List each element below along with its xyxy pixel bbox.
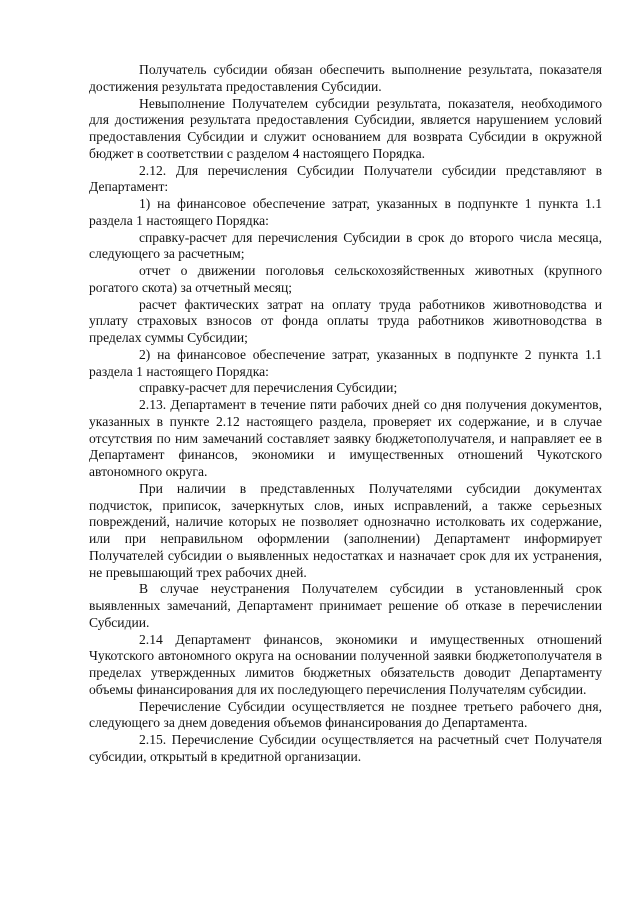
paragraph-item-2: 2) на финансовое обеспечение затрат, указанных в подпункте 2 пункта 1.1 раздела 1 настоящего Порядка: xyxy=(89,346,602,379)
paragraph-2-12: 2.12. Для перечисления Субсидии Получатели субсидии представляют в Департамент: xyxy=(89,162,602,195)
paragraph-calculation-certificate: справку-расчет для перечисления Субсидии в срок до второго числа месяца, следующего за расчетным; xyxy=(89,229,602,262)
document-page xyxy=(89,62,602,766)
paragraph-calculation-certificate-2: справку-расчет для перечисления Субсидии; xyxy=(139,380,398,396)
paragraph-nonfulfillment: Невыполнение Получателем субсидии результата, показателя, необходимого для достижения результата предоставления Субсидии, является нарушением условий предоставления Субсидии и служит основанием для возврата Субсидии в окружной бюджет в соответствии с разделом 4 настоящего Порядка. xyxy=(89,95,602,161)
paragraph-2-15: 2.15. Перечисление Субсидии осуществляется на расчетный счет Получателя субсидии, открытый в кредитной организации. xyxy=(89,732,602,764)
paragraph-livestock-report: отчет о движении поголовья сельскохозяйственных животных (крупного рогатого скота) за отчетный месяц; xyxy=(89,263,602,295)
paragraph-refusal: В случае неустранения Получателем субсидии в установленный срок выявленных замечаний, Департамент принимает решение об отказе в перечислении Субсидии. xyxy=(89,581,602,630)
paragraph-item-1: 1) на финансовое обеспечение затрат, указанных в подпункте 1 пункта 1.1 раздела 1 настоящего Порядка: xyxy=(89,196,602,228)
paragraph-labor-costs: расчет фактических затрат на оплату труда работников животноводства и уплату страховых взносов от фонда оплаты труда работников животноводства в пределах суммы Субсидии; xyxy=(89,296,602,345)
paragraph-result-obligation: Получатель субсидии обязан обеспечить выполнение результата, показателя достижения результата предоставления Субсидии. xyxy=(89,62,602,94)
paragraph-2-13: 2.13. Департамент в течение пяти рабочих дней со дня получения документов, указанных в пункте 2.12 настоящего раздела, проверяет их содержание, и в случае отсутствия по ним замечаний составляет заявку бюджетополучателя, и направляет ее в Департамент финансов, экономики и имущественных отношений Чукотского автономного округа. xyxy=(89,397,602,479)
paragraph-transfer-deadline: Перечисление Субсидии осуществляется не позднее третьего рабочего дня, следующего за днем доведения объемов финансирования до Департамента. xyxy=(89,698,602,731)
paragraph-2-14: 2.14 Департамент финансов, экономики и имущественных отношений Чукотского автономного округа на основании полученной заявки бюджетополучателя в пределах утвержденных лимитов бюджетных обязательств доводит Департаменту объемы финансирования для их последующего перечисления Получателям субсидии. xyxy=(89,631,602,697)
paragraph-defects: При наличии в представленных Получателями субсидии документах подчисток, приписок, зачеркнутых слов, иных исправлений, а также серьезных повреждений, наличие которых не позволяет однозначно истолковать их содержание, или при неправильном оформлении (заполнении) Департамент информирует Получателей субсидии о выявленных недостатках и назначает срок для их устранения, не превышающий трех рабочих дней. xyxy=(89,480,602,580)
